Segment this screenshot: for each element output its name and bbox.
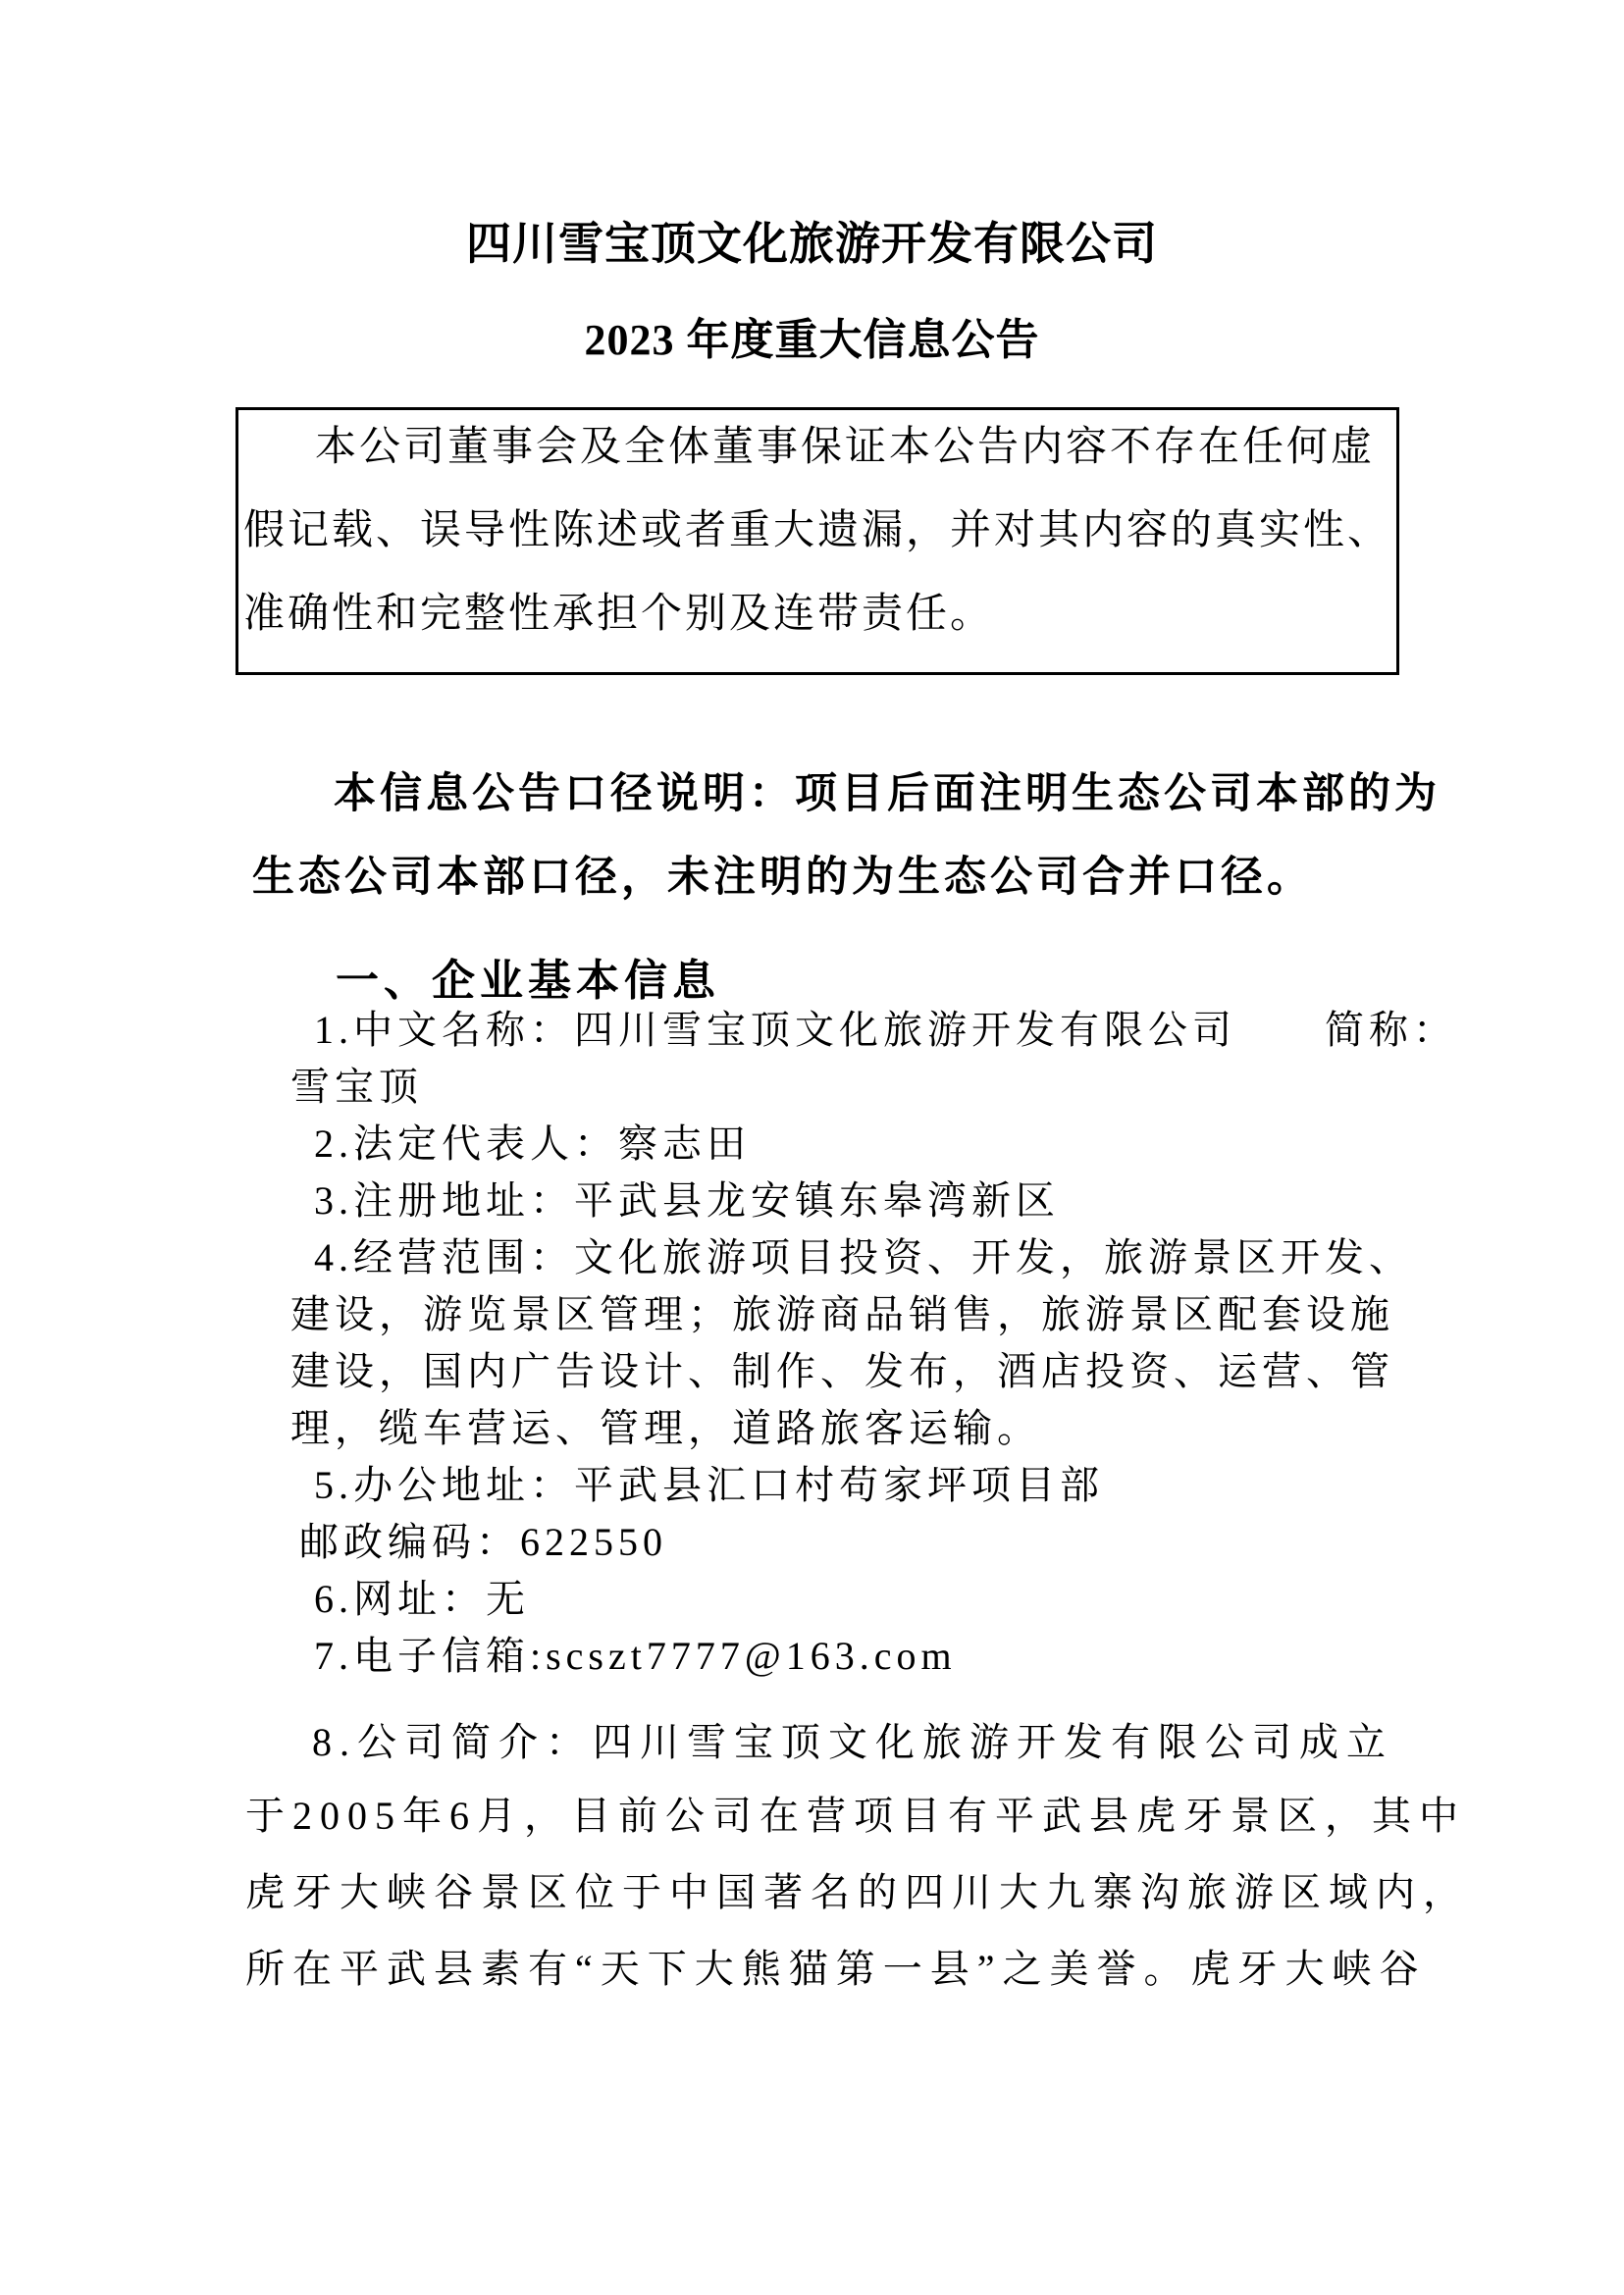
item3-registered-address: 3.注册地址：平武县龙安镇东皋湾新区 (314, 1178, 1060, 1223)
page-title-company-name: 四川雪宝顶文化旅游开发有限公司 (466, 219, 1158, 269)
section-heading-basic-info: 一、企业基本信息 (336, 957, 720, 1005)
item8-company-profile-line-3: 虎牙大峡谷景区位于中国著名的四川大九寨沟旅游区域内， (245, 1870, 1470, 1914)
board-statement-box (236, 407, 1399, 675)
caliber-note-line-1: 本信息公告口径说明：项目后面注明生态公司本部的为 (334, 771, 1441, 817)
item5-postal-code: 邮政编码：622550 (299, 1520, 667, 1564)
item5-office-address: 5.办公地址：平武县汇口村苟家坪项目部 (314, 1463, 1104, 1507)
caliber-note-line-2: 生态公司本部口径，未注明的为生态公司合并口径。 (252, 855, 1313, 901)
page-title-announcement: 2023 年度重大信息公告 (584, 316, 1040, 364)
item4-business-scope-line-2: 建设，游览景区管理；旅游商品销售，旅游景区配套设施 (290, 1292, 1394, 1336)
board-statement-line-2: 假记载、误导性陈述或者重大遗漏，并对其内容的真实性、 (243, 508, 1392, 553)
item1-abbreviation-continuation: 雪宝顶 (290, 1065, 423, 1109)
item4-business-scope-line-4: 理，缆车营运、管理，道路旅客运输。 (290, 1406, 1041, 1450)
item8-company-profile-line-1: 8.公司简介：四川雪宝顶文化旅游开发有限公司成立 (312, 1720, 1393, 1764)
item4-business-scope-line-3: 建设，国内广告设计、制作、发布，酒店投资、运营、管 (290, 1349, 1394, 1393)
item1-chinese-name: 1.中文名称：四川雪宝顶文化旅游开发有限公司 简称： (314, 1008, 1457, 1052)
board-statement-line-3: 准确性和完整性承担个别及连带责任。 (243, 592, 995, 637)
board-statement-line-1: 本公司董事会及全体董事保证本公告内容不存在任何虚 (315, 425, 1376, 470)
item2-legal-representative: 2.法定代表人：察志田 (314, 1121, 751, 1166)
item6-website: 6.网址：无 (314, 1577, 530, 1621)
item7-email: 7.电子信箱:scszt7777@163.com (314, 1634, 957, 1678)
item4-business-scope-line-1: 4.经营范围：文化旅游项目投资、开发，旅游景区开发、 (314, 1235, 1413, 1279)
item8-company-profile-line-4: 所在平武县素有“天下大熊猫第一县”之美誉。虎牙大峡谷 (245, 1947, 1427, 1991)
item8-company-profile-line-2: 于2005年6月，目前公司在营项目有平武县虎牙景区，其中 (245, 1794, 1466, 1838)
